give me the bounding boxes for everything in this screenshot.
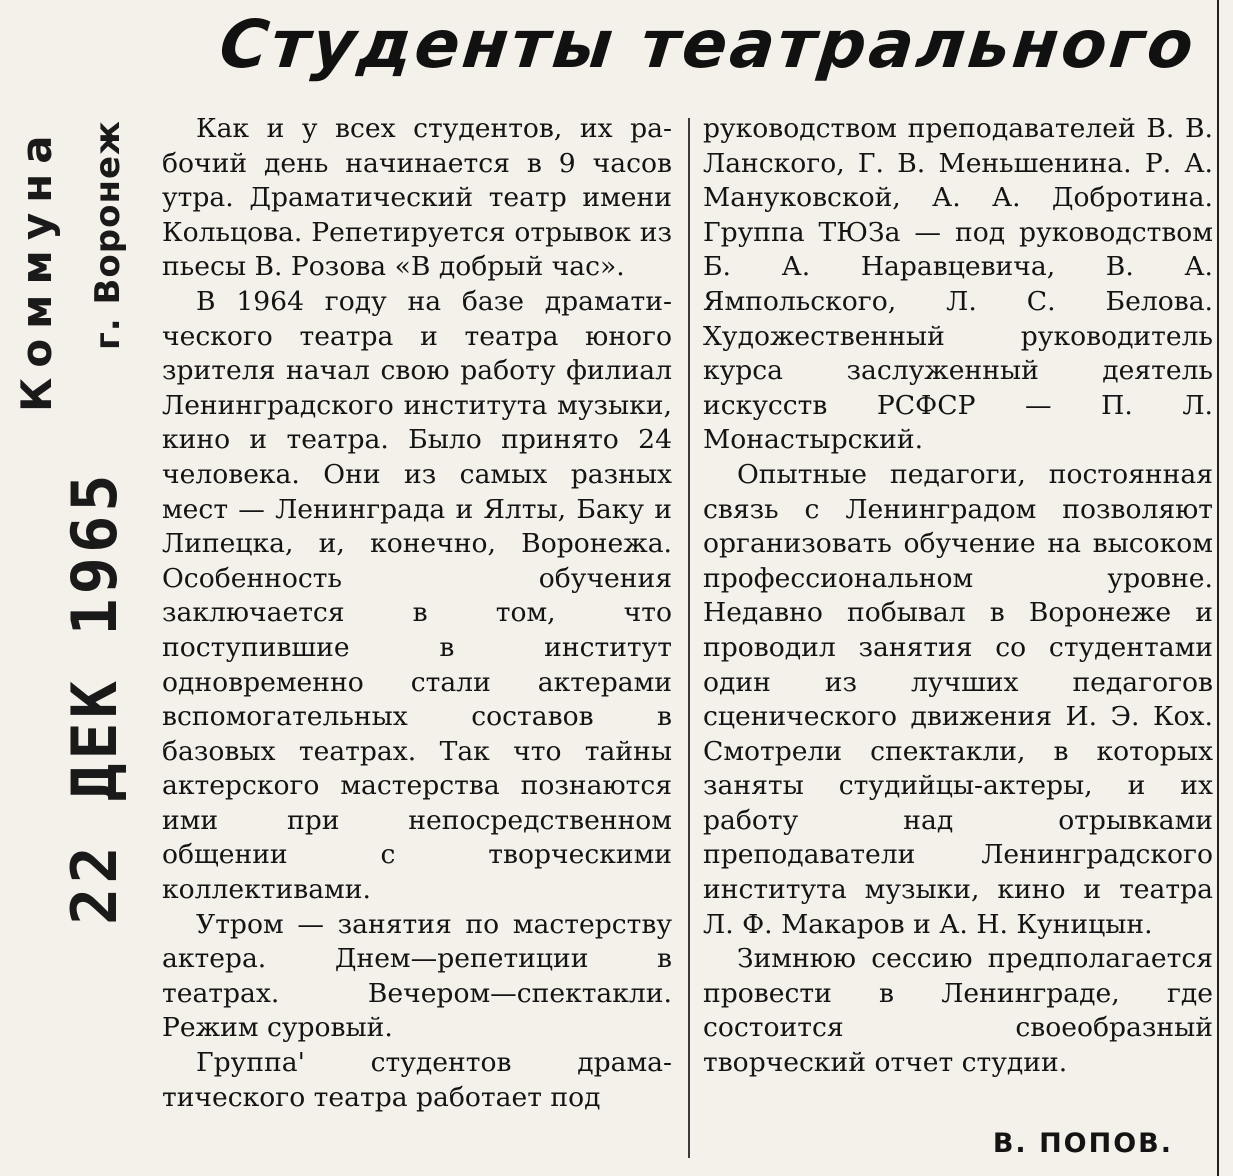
article-column-left: [162, 112, 672, 1115]
column-divider: [688, 118, 690, 1158]
stamp-newspaper-name: Коммуна: [12, 125, 61, 412]
stamp-city: г. Воронеж: [88, 120, 128, 350]
paragraph: руководством преподавателей В. В. Ланского, Г. В. Меньшенина. Р. А. Мануковской, А. А. Добротина. Группа ТЮЗа — под руководством Б. А. Наравцевича, В. А. Ямпольского, Л. С. Белова. Художественный руководитель курса заслуженный деятель искусств РСФСР — П. Л. Монастырский.: [703, 113, 1213, 456]
paragraph: Опытные педагоги, постоянная связь с Ленинградом позволяют организовать обучение на высоком профессиональном уровне. Недавно побывал в Воронеже и проводил занятия со студентами один из лучших педагогов сценического движения И. Э. Кох. Смотрели спектакли, в которых заняты студийцы-актеры, и их работу над отрывками преподаватели Ленинградского института музыки, кино и театра Л. Ф. Макаров и А. Н. Куницын.: [703, 458, 1213, 940]
paragraph: Группа' студентов драматического театра работает под: [162, 1047, 672, 1113]
paragraph: Утром — занятия по мастерству актера. Днем—репетиции в театрах. Вечером—спектакли. Режим суровый.: [162, 908, 672, 1044]
paragraph: Зимнюю сессию предполагается провести в Ленинграде, где состоится своеобразный творческий отчет студии.: [703, 943, 1213, 1079]
author-signature: В. ПОПОВ.: [992, 1128, 1173, 1159]
paragraph: Как и у всех студентов, их рабочий день начинается в 9 часов утра. Драматический театр имени Кольцова. Репетируется отрывок из пьесы В. Розова «В добрый час».: [162, 113, 672, 283]
paragraph: В 1964 году на базе драматического театра и театра юного зрителя начал свою работу филиал Ленинградского института музыки, кино и театра. Было принято 24 человека. Они из самых разных мест — Ленинграда и Ялты, Баку и Липецка, и, конечно, Воронежа. Особенность обучения заключается в том, что поступившие в институт одновременно стали актерами вспомогательных составов в базовых театрах. Так что тайны актерского мастерства познаются ими при непосредственном общении с творческими коллективами.: [162, 285, 672, 906]
article-column-right: [703, 112, 1213, 1081]
stamp-date: 22 ДЕК 1965: [58, 470, 131, 925]
clipping-edge: [1217, 0, 1227, 1176]
article-headline: Студенты театрального: [216, 6, 1200, 83]
